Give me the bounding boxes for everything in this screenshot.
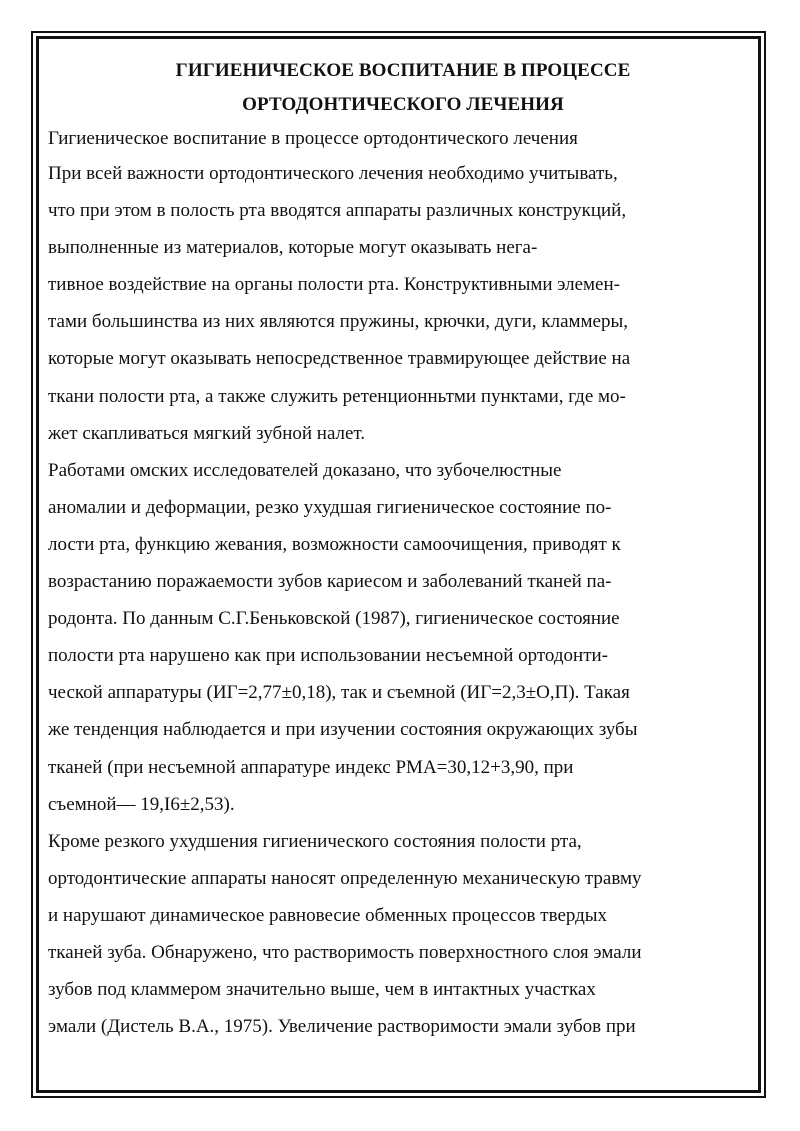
body-line: Гигиеническое воспитание в процессе ортодонтического лечения (48, 128, 578, 149)
body-line: тканей (при несъемной аппаратуре индекс РМА=30,12+3,90, при (48, 756, 574, 778)
title-line: ГИГИЕНИЧЕСКОЕ ВОСПИТАНИЕ В ПРОЦЕССЕ (175, 60, 631, 81)
body-line: ткани полости рта, а также служить ретенционньтми пунктами, где мо- (48, 385, 626, 407)
document-body (48, 122, 758, 1045)
body-line: жет скапливаться мягкий зубной налет. (48, 422, 366, 444)
body-line: Кроме резкого ухудшения гигиенического состояния полости рта, (48, 830, 582, 852)
body-line: тканей зуба. Обнаружено, что растворимость поверхностного слоя эмали (48, 941, 642, 963)
body-line: тами большинства из них являются пружины, крючки, дуги, кламмеры, (48, 311, 628, 333)
body-line: полости рта нарушено как при использовании несъемной ортодонти- (48, 645, 608, 667)
body-line: ортодонтические аппараты наносят определенную механическую травму (48, 867, 642, 889)
title-line: ОРТОДОНТИЧЕСКОГО ЛЕЧЕНИЯ (242, 94, 564, 115)
body-line: родонта. По данным С.Г.Беньковской (1987), гигиеническое состояние (48, 608, 620, 630)
body-line: При всей важности ортодонтического лечения необходимо учитывать, (48, 163, 618, 184)
document-title (48, 54, 758, 122)
body-line: аномалии и деформации, резко ухудшая гигиеническое состояние по- (48, 496, 612, 518)
body-line: лости рта, функцию жевания, возможности самоочищения, приводят к (48, 533, 621, 555)
body-line: что при этом в полость рта вводятся аппараты различных конструкций, (48, 200, 627, 222)
body-line: съемной— 19,I6±2,53). (48, 793, 235, 815)
body-line: выполненные из материалов, которые могут оказывать нега- (48, 237, 538, 259)
document-content (48, 54, 758, 1045)
body-line: Работами омских исследователей доказано, что зубочелюстные (48, 459, 562, 481)
body-line: которые могут оказывать непосредственное травмирующее действие на (48, 348, 631, 370)
body-line: эмали (Дистель В.А., 1975). Увеличение растворимости эмали зубов при (48, 1016, 636, 1038)
body-line: зубов под кламмером значительно выше, чем в интактных участках (48, 979, 596, 1001)
body-line: возрастанию поражаемости зубов кариесом и заболеваний тканей па- (48, 571, 612, 593)
body-line: и нарушают динамическое равновесие обменных процессов твердых (48, 904, 608, 926)
body-line: же тенденция наблюдается и при изучении состояния окружающих зубы (48, 719, 638, 741)
body-line: тивное воздействие на органы полости рта. Конструктивными элемен- (48, 274, 620, 296)
body-line: ческой аппаратуры (ИГ=2,77±0,18), так и съемной (ИГ=2,3±О,П). Такая (48, 682, 630, 704)
